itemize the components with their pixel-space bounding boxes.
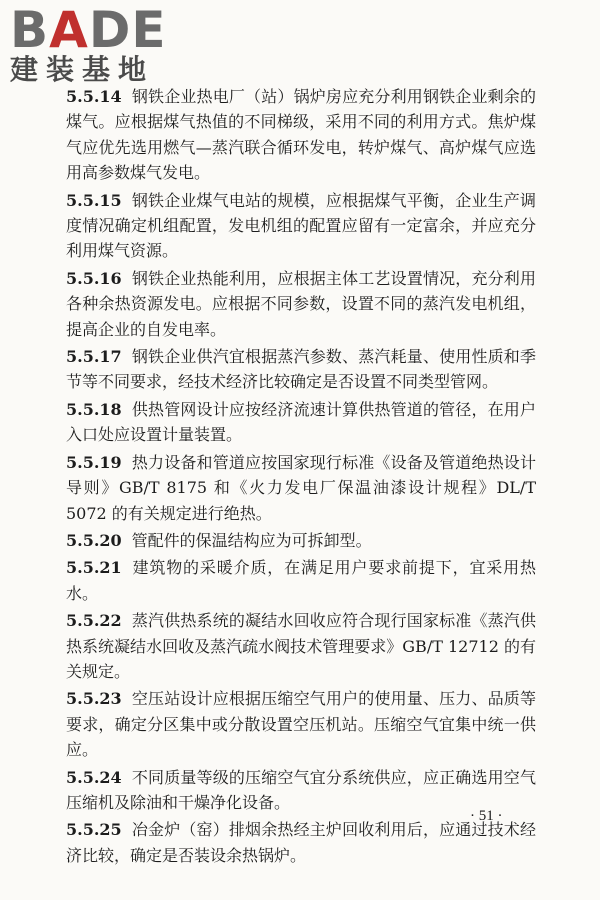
document-body [66,84,536,870]
clause-5-5-20: 5.5.20 管配件的保温结构应为可拆卸型。 [66,530,372,550]
clause-5-5-25: 5.5.25 冶金炉（窑）排烟余热经主炉回收利用后，应通过技术经济比较，确定是否装设余热锅炉。 [66,820,536,865]
page-number: · 51 · [470,808,503,824]
clause-5-5-19: 5.5.19 热力设备和管道应按国家现行标准《设备及管道绝热设计导则》GB/T 8175 和《火力发电厂保温油漆设计规程》DL/T 5072 的有关规定进行绝热。 [66,452,536,523]
logo [10,1,180,86]
clause-5-5-14: 5.5.14 钢铁企业热电厂（站）锅炉房应充分利用钢铁企业剩余的煤气。应根据煤气热值的不同梯级，采用不同的利用方式。焦炉煤气应优先选用燃气—蒸汽联合循环发电，转炉煤气、高炉煤气应选用高参数煤气发电。 [66,87,536,183]
clause-5-5-23: 5.5.23 空压站设计应根据压缩空气用户的使用量、压力、品质等要求，确定分区集中或分散设置空压机站。压缩空气宜集中统一供应。 [66,689,536,760]
clause-5-5-18: 5.5.18 供热管网设计应按经济流速计算供热管道的管径，在用户入口处应设置计量装置。 [66,399,536,445]
clause-5-5-24: 5.5.24 不同质量等级的压缩空气宜分系统供应，应正确选用空气压缩机及除油和干燥净化设备。 [66,767,536,812]
clause-5-5-22: 5.5.22 蒸汽供热系统的凝结水回收应符合现行国家标准《蒸汽供热系统凝结水回收及蒸汽疏水阀技术管理要求》GB/T 12712 的有关规定。 [66,611,536,681]
clause-5-5-21: 5.5.21 建筑物的采暖介质，在满足用户要求前提下，宜采用热水。 [66,558,536,603]
clause-5-5-17: 5.5.17 钢铁企业供汽宜根据蒸汽参数、蒸汽耗量、使用性质和季节等不同要求，经技术经济比较确定是否设置不同类型管网。 [66,347,536,392]
clause-5-5-15: 5.5.15 钢铁企业煤气电站的规模，应根据煤气平衡，企业生产调度情况确定机组配置，发电机组的配置应留有一定富余，并应充分利用煤气资源。 [66,190,536,261]
logo-subtitle: 建装基地 [10,53,155,86]
clause-5-5-16: 5.5.16 钢铁企业热能利用，应根据主体工艺设置情况，充分利用各种余热资源发电。应根据不同参数，设置不同的蒸汽发电机组，提高企业的自发电率。 [66,268,536,339]
logo-brand: BADE [10,1,167,59]
